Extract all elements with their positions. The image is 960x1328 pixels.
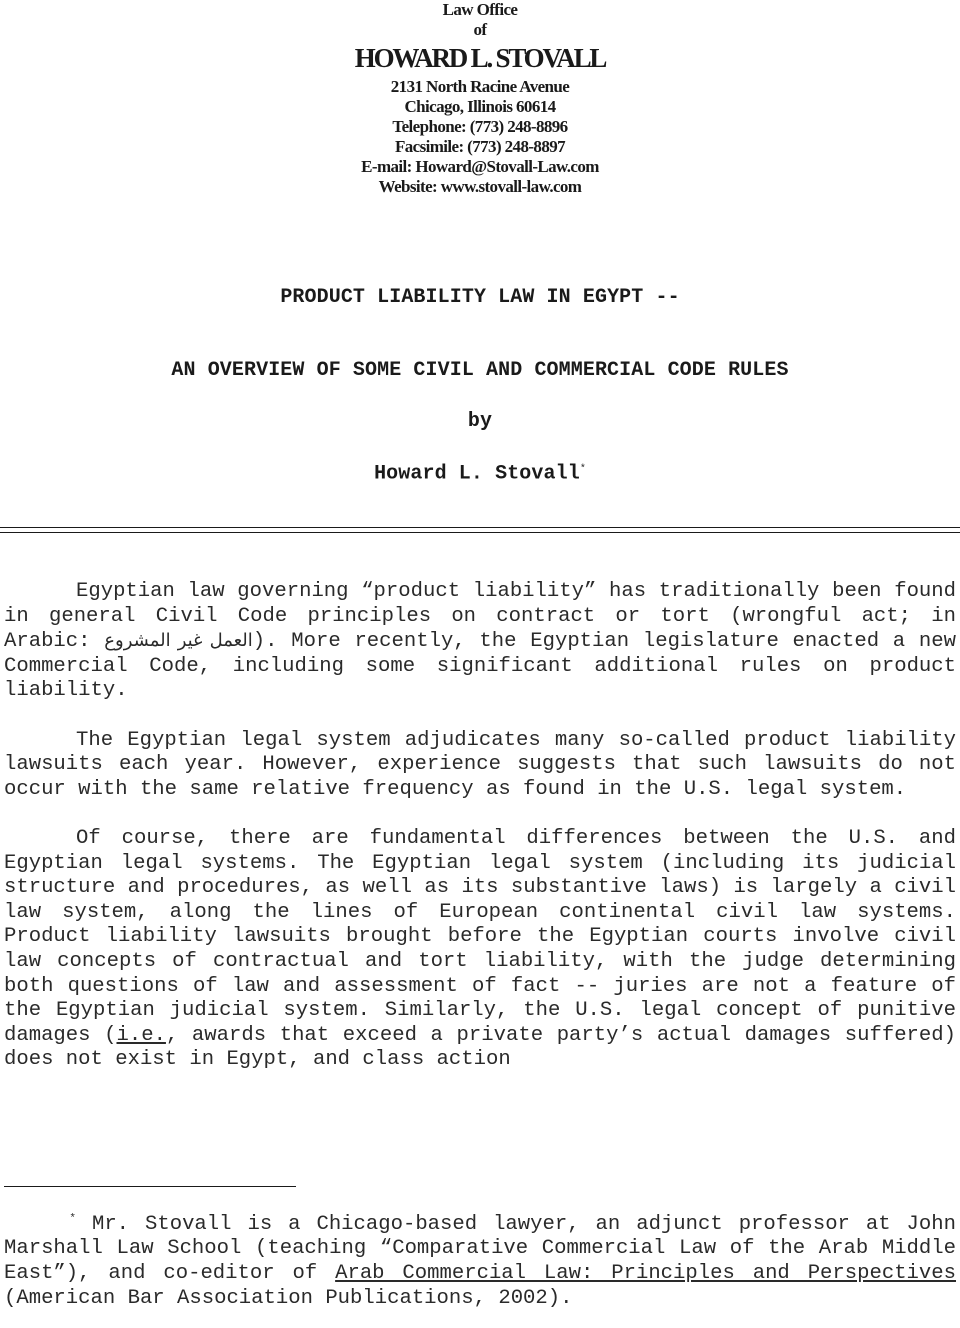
letterhead-line: Law Office xyxy=(442,0,518,19)
paragraph-3-text-end: , awards that exceed a private party’s actual damages suffered) does not exist in Egypt, and class action xyxy=(4,1023,956,1072)
address-street: 2131 North Racine Avenue xyxy=(390,77,570,96)
telephone: Telephone: (773) 248-8896 xyxy=(392,117,568,136)
footnote-text: Mr. Stovall is a Chicago-based lawyer, an adjunct professor at John Marshall Law School (teaching “Comparative Commercial Law of the Arab Middle East”), and co-editor of xyxy=(4,1212,956,1286)
title-author xyxy=(0,458,960,487)
ie-abbrev: i.e. xyxy=(116,1023,166,1047)
book-title: Arab Commercial Law: Principles and Perspectives xyxy=(335,1262,956,1286)
arabic-term: العمل غير المشروع xyxy=(104,630,253,652)
paragraph-1 xyxy=(4,580,956,704)
author-name: Howard L. Stovall xyxy=(374,462,580,486)
paragraph-3-text: Of course, there are fundamental differences between the U.S. and Egyptian legal systems. The Egyptian legal system (including its judicial structure and procedures, as well as its substantive laws) is largely a civil law system, along the lines of European continental civil law systems. Product liability lawsuits brought before the Egyptian courts involve civil law concepts of contractual and tort liability, with the judge determining both questions of law and assessment of fact -- juries are not a feature of the Egyptian judicial system. Similarly, the U.S. legal concept of punitive damages ( xyxy=(4,826,956,1047)
email: E-mail: Howard@Stovall-Law.com xyxy=(361,157,599,176)
footnote-text-end: (American Bar Association Publications, 2002). xyxy=(4,1286,573,1310)
title-line-1: PRODUCT LIABILITY LAW IN EGYPT -- xyxy=(280,286,680,309)
firm-name: HOWARD L. STOVALL xyxy=(354,43,606,73)
title-by: by xyxy=(467,410,493,433)
letterhead-line: of xyxy=(473,20,487,39)
title-line-2: AN OVERVIEW OF SOME CIVIL AND COMMERCIAL CODE RULES xyxy=(171,359,789,382)
website: Website: www.stovall-law.com xyxy=(378,177,582,196)
facsimile: Facsimile: (773) 248-8897 xyxy=(394,137,566,156)
footnote-mark: * xyxy=(69,1213,76,1225)
body-text xyxy=(4,580,956,1097)
author-footnote-mark: * xyxy=(579,464,586,475)
paragraph-2: The Egyptian legal system adjudicates many so-called product liability lawsuits each year. However, experience suggests that such lawsuits do not occur with the same relative frequency as found in the U.S. legal system. xyxy=(4,728,956,801)
footnote xyxy=(4,1207,956,1311)
address-city: Chicago, Illinois 60614 xyxy=(404,97,556,116)
paragraph-1-text-end: ). More recently, the Egyptian legislature enacted a new Commercial Code, including some significant additional rules on product liability. xyxy=(4,630,956,703)
paragraph-3 xyxy=(4,827,956,1073)
letterhead xyxy=(0,0,960,197)
paragraph-1-text: Egyptian law governing “product liability” has traditionally been found in general Civil Code principles on contract or tort (wrongful act; in Arabic: xyxy=(4,580,956,654)
divider-rule-top xyxy=(0,527,960,528)
footnote-rule xyxy=(4,1186,296,1187)
divider-rule-bottom xyxy=(0,532,960,533)
